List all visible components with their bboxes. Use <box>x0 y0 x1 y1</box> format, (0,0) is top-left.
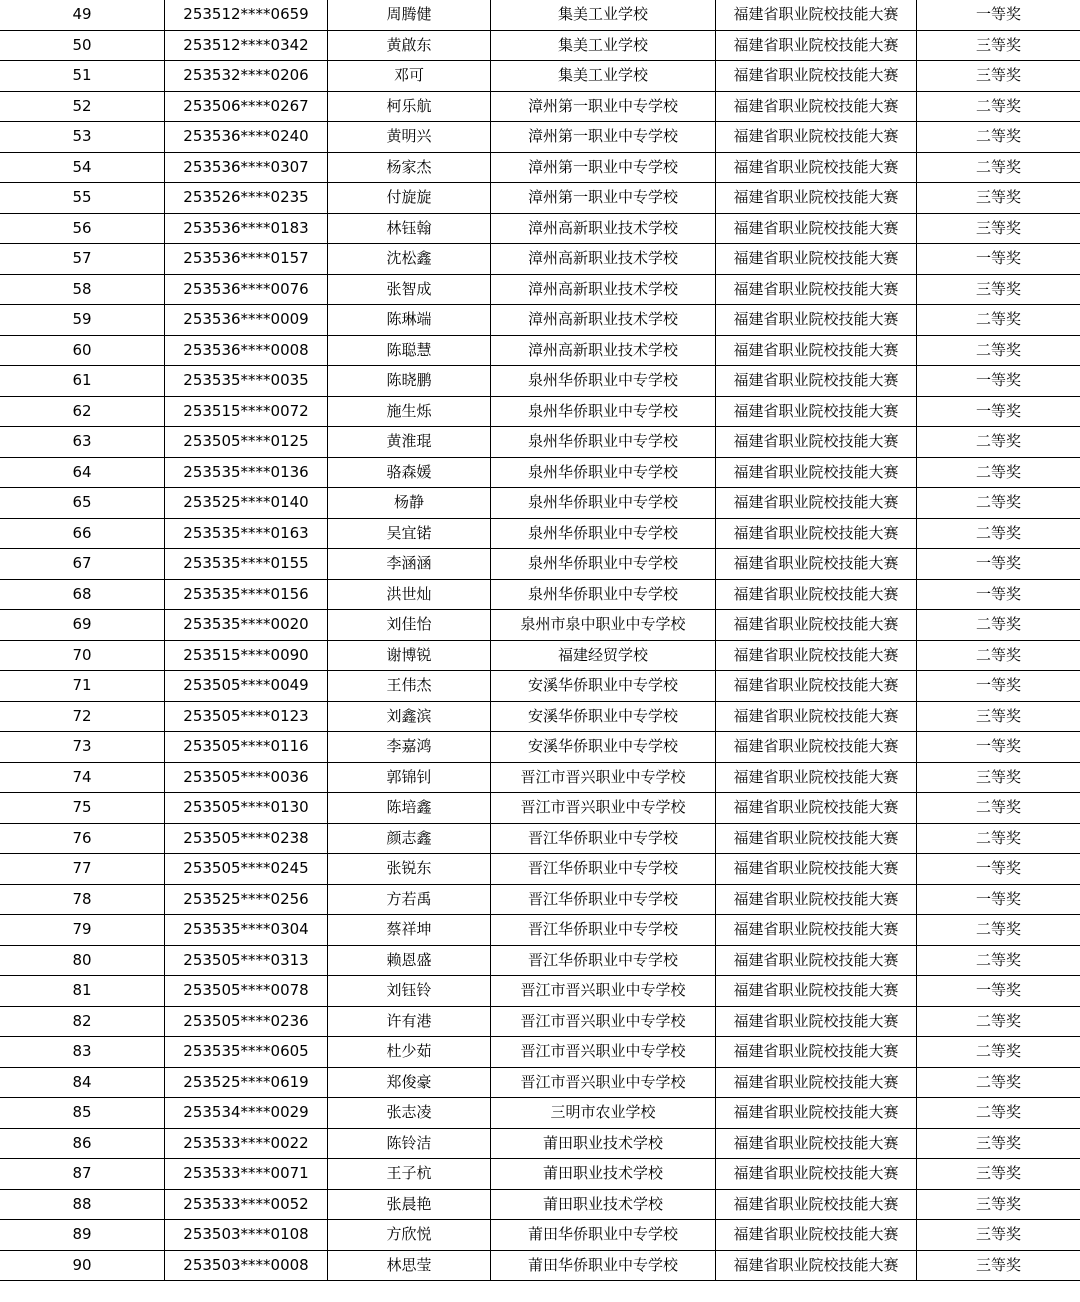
award-cell: 二等奖 <box>917 335 1080 366</box>
id-number-cell: 253506****0267 <box>165 91 328 122</box>
award-cell: 二等奖 <box>917 488 1080 519</box>
competition-cell: 福建省职业院校技能大赛 <box>716 579 917 610</box>
student-name-cell: 陈琳端 <box>328 305 491 336</box>
competition-cell: 福建省职业院校技能大赛 <box>716 915 917 946</box>
student-name-cell: 黄明兴 <box>328 122 491 153</box>
school-cell: 集美工业学校 <box>491 30 716 61</box>
id-number-cell: 253503****0108 <box>165 1220 328 1251</box>
student-name-cell: 方欣悦 <box>328 1220 491 1251</box>
row-number-cell: 50 <box>0 30 165 61</box>
student-name-cell: 杜少茹 <box>328 1037 491 1068</box>
competition-cell: 福建省职业院校技能大赛 <box>716 457 917 488</box>
award-cell: 一等奖 <box>917 244 1080 275</box>
school-cell: 晋江市晋兴职业中专学校 <box>491 1037 716 1068</box>
competition-cell: 福建省职业院校技能大赛 <box>716 152 917 183</box>
award-cell: 一等奖 <box>917 0 1080 30</box>
table-row <box>0 701 1080 732</box>
row-number-cell: 58 <box>0 274 165 305</box>
school-cell: 福建经贸学校 <box>491 640 716 671</box>
row-number-cell: 63 <box>0 427 165 458</box>
competition-cell: 福建省职业院校技能大赛 <box>716 549 917 580</box>
competition-cell: 福建省职业院校技能大赛 <box>716 305 917 336</box>
school-cell: 晋江市晋兴职业中专学校 <box>491 1006 716 1037</box>
school-cell: 安溪华侨职业中专学校 <box>491 701 716 732</box>
id-number-cell: 253535****0020 <box>165 610 328 641</box>
award-cell: 二等奖 <box>917 518 1080 549</box>
table-row <box>0 518 1080 549</box>
id-number-cell: 253505****0238 <box>165 823 328 854</box>
id-number-cell: 253515****0090 <box>165 640 328 671</box>
table-row <box>0 549 1080 580</box>
table-row <box>0 396 1080 427</box>
award-cell: 二等奖 <box>917 427 1080 458</box>
school-cell: 晋江华侨职业中专学校 <box>491 884 716 915</box>
student-name-cell: 杨静 <box>328 488 491 519</box>
row-number-cell: 57 <box>0 244 165 275</box>
school-cell: 漳州第一职业中专学校 <box>491 183 716 214</box>
competition-cell: 福建省职业院校技能大赛 <box>716 976 917 1007</box>
student-name-cell: 李嘉鸿 <box>328 732 491 763</box>
student-name-cell: 林思莹 <box>328 1250 491 1281</box>
id-number-cell: 253526****0235 <box>165 183 328 214</box>
school-cell: 安溪华侨职业中专学校 <box>491 671 716 702</box>
student-name-cell: 黄啟东 <box>328 30 491 61</box>
competition-cell: 福建省职业院校技能大赛 <box>716 701 917 732</box>
id-number-cell: 253512****0342 <box>165 30 328 61</box>
student-name-cell: 黄淮琨 <box>328 427 491 458</box>
award-cell: 一等奖 <box>917 732 1080 763</box>
school-cell: 漳州第一职业中专学校 <box>491 152 716 183</box>
award-cell: 一等奖 <box>917 579 1080 610</box>
competition-cell: 福建省职业院校技能大赛 <box>716 1220 917 1251</box>
row-number-cell: 67 <box>0 549 165 580</box>
competition-cell: 福建省职业院校技能大赛 <box>716 122 917 153</box>
competition-cell: 福建省职业院校技能大赛 <box>716 91 917 122</box>
id-number-cell: 253535****0304 <box>165 915 328 946</box>
school-cell: 泉州华侨职业中专学校 <box>491 366 716 397</box>
row-number-cell: 78 <box>0 884 165 915</box>
award-cell: 三等奖 <box>917 61 1080 92</box>
award-cell: 二等奖 <box>917 152 1080 183</box>
school-cell: 莆田职业技术学校 <box>491 1159 716 1190</box>
award-cell: 一等奖 <box>917 976 1080 1007</box>
award-cell: 三等奖 <box>917 1250 1080 1281</box>
award-cell: 二等奖 <box>917 823 1080 854</box>
row-number-cell: 89 <box>0 1220 165 1251</box>
school-cell: 漳州高新职业技术学校 <box>491 274 716 305</box>
student-name-cell: 陈聪慧 <box>328 335 491 366</box>
student-name-cell: 刘佳怡 <box>328 610 491 641</box>
award-cell: 一等奖 <box>917 671 1080 702</box>
competition-cell: 福建省职业院校技能大赛 <box>716 30 917 61</box>
school-cell: 漳州高新职业技术学校 <box>491 213 716 244</box>
school-cell: 晋江华侨职业中专学校 <box>491 915 716 946</box>
award-cell: 三等奖 <box>917 1189 1080 1220</box>
competition-cell: 福建省职业院校技能大赛 <box>716 1067 917 1098</box>
id-number-cell: 253536****0157 <box>165 244 328 275</box>
id-number-cell: 253536****0240 <box>165 122 328 153</box>
id-number-cell: 253535****0035 <box>165 366 328 397</box>
table-row <box>0 1067 1080 1098</box>
row-number-cell: 90 <box>0 1250 165 1281</box>
award-cell: 二等奖 <box>917 91 1080 122</box>
award-cell: 三等奖 <box>917 701 1080 732</box>
student-name-cell: 付旋旋 <box>328 183 491 214</box>
award-cell: 二等奖 <box>917 1037 1080 1068</box>
student-name-cell: 施生烁 <box>328 396 491 427</box>
award-cell: 三等奖 <box>917 1128 1080 1159</box>
row-number-cell: 59 <box>0 305 165 336</box>
row-number-cell: 81 <box>0 976 165 1007</box>
competition-cell: 福建省职业院校技能大赛 <box>716 671 917 702</box>
id-number-cell: 253505****0123 <box>165 701 328 732</box>
award-cell: 二等奖 <box>917 610 1080 641</box>
competition-cell: 福建省职业院校技能大赛 <box>716 1250 917 1281</box>
award-cell: 一等奖 <box>917 396 1080 427</box>
table-row <box>0 1189 1080 1220</box>
competition-cell: 福建省职业院校技能大赛 <box>716 396 917 427</box>
award-cell: 二等奖 <box>917 122 1080 153</box>
table-row <box>0 762 1080 793</box>
row-number-cell: 77 <box>0 854 165 885</box>
id-number-cell: 253535****0155 <box>165 549 328 580</box>
id-number-cell: 253536****0307 <box>165 152 328 183</box>
competition-cell: 福建省职业院校技能大赛 <box>716 1098 917 1129</box>
row-number-cell: 61 <box>0 366 165 397</box>
row-number-cell: 76 <box>0 823 165 854</box>
id-number-cell: 253535****0136 <box>165 457 328 488</box>
id-number-cell: 253536****0076 <box>165 274 328 305</box>
award-cell: 一等奖 <box>917 884 1080 915</box>
row-number-cell: 71 <box>0 671 165 702</box>
row-number-cell: 85 <box>0 1098 165 1129</box>
school-cell: 晋江市晋兴职业中专学校 <box>491 976 716 1007</box>
id-number-cell: 253505****0049 <box>165 671 328 702</box>
school-cell: 集美工业学校 <box>491 61 716 92</box>
competition-cell: 福建省职业院校技能大赛 <box>716 61 917 92</box>
competition-cell: 福建省职业院校技能大赛 <box>716 854 917 885</box>
table-row <box>0 305 1080 336</box>
school-cell: 晋江市晋兴职业中专学校 <box>491 793 716 824</box>
school-cell: 三明市农业学校 <box>491 1098 716 1129</box>
competition-cell: 福建省职业院校技能大赛 <box>716 945 917 976</box>
school-cell: 漳州第一职业中专学校 <box>491 91 716 122</box>
table-row <box>0 61 1080 92</box>
competition-cell: 福建省职业院校技能大赛 <box>716 1006 917 1037</box>
id-number-cell: 253505****0245 <box>165 854 328 885</box>
table-row <box>0 1098 1080 1129</box>
row-number-cell: 82 <box>0 1006 165 1037</box>
table-row <box>0 671 1080 702</box>
id-number-cell: 253533****0052 <box>165 1189 328 1220</box>
school-cell: 莆田职业技术学校 <box>491 1128 716 1159</box>
student-name-cell: 骆森媛 <box>328 457 491 488</box>
award-cell: 二等奖 <box>917 1098 1080 1129</box>
competition-cell: 福建省职业院校技能大赛 <box>716 518 917 549</box>
row-number-cell: 49 <box>0 0 165 30</box>
id-number-cell: 253505****0125 <box>165 427 328 458</box>
award-cell: 一等奖 <box>917 854 1080 885</box>
id-number-cell: 253525****0140 <box>165 488 328 519</box>
row-number-cell: 80 <box>0 945 165 976</box>
id-number-cell: 253515****0072 <box>165 396 328 427</box>
id-number-cell: 253525****0256 <box>165 884 328 915</box>
table-row <box>0 457 1080 488</box>
competition-cell: 福建省职业院校技能大赛 <box>716 183 917 214</box>
table-row <box>0 244 1080 275</box>
school-cell: 泉州华侨职业中专学校 <box>491 396 716 427</box>
award-cell: 三等奖 <box>917 274 1080 305</box>
student-name-cell: 张志凌 <box>328 1098 491 1129</box>
competition-cell: 福建省职业院校技能大赛 <box>716 762 917 793</box>
table-row <box>0 884 1080 915</box>
award-cell: 二等奖 <box>917 793 1080 824</box>
award-cell: 二等奖 <box>917 945 1080 976</box>
school-cell: 晋江华侨职业中专学校 <box>491 945 716 976</box>
table-row <box>0 183 1080 214</box>
student-name-cell: 吴宜锘 <box>328 518 491 549</box>
row-number-cell: 64 <box>0 457 165 488</box>
id-number-cell: 253535****0156 <box>165 579 328 610</box>
table-row <box>0 823 1080 854</box>
table-row <box>0 1037 1080 1068</box>
id-number-cell: 253536****0183 <box>165 213 328 244</box>
id-number-cell: 253536****0009 <box>165 305 328 336</box>
school-cell: 晋江市晋兴职业中专学校 <box>491 1067 716 1098</box>
table-row <box>0 732 1080 763</box>
student-name-cell: 方若禹 <box>328 884 491 915</box>
table-row <box>0 976 1080 1007</box>
table-row <box>0 1250 1080 1281</box>
student-name-cell: 陈铃洁 <box>328 1128 491 1159</box>
id-number-cell: 253505****0313 <box>165 945 328 976</box>
row-number-cell: 62 <box>0 396 165 427</box>
award-cell: 一等奖 <box>917 366 1080 397</box>
school-cell: 莆田华侨职业中专学校 <box>491 1250 716 1281</box>
row-number-cell: 88 <box>0 1189 165 1220</box>
student-name-cell: 蔡祥坤 <box>328 915 491 946</box>
award-cell: 三等奖 <box>917 213 1080 244</box>
award-cell: 二等奖 <box>917 640 1080 671</box>
school-cell: 集美工业学校 <box>491 0 716 30</box>
student-name-cell: 柯乐航 <box>328 91 491 122</box>
competition-cell: 福建省职业院校技能大赛 <box>716 640 917 671</box>
award-cell: 二等奖 <box>917 1006 1080 1037</box>
row-number-cell: 70 <box>0 640 165 671</box>
award-cell: 三等奖 <box>917 1159 1080 1190</box>
school-cell: 晋江华侨职业中专学校 <box>491 854 716 885</box>
row-number-cell: 73 <box>0 732 165 763</box>
row-number-cell: 83 <box>0 1037 165 1068</box>
table-row <box>0 152 1080 183</box>
id-number-cell: 253505****0036 <box>165 762 328 793</box>
school-cell: 泉州市泉中职业中专学校 <box>491 610 716 641</box>
school-cell: 泉州华侨职业中专学校 <box>491 457 716 488</box>
award-cell: 一等奖 <box>917 549 1080 580</box>
row-number-cell: 60 <box>0 335 165 366</box>
competition-cell: 福建省职业院校技能大赛 <box>716 1128 917 1159</box>
competition-cell: 福建省职业院校技能大赛 <box>716 1159 917 1190</box>
row-number-cell: 72 <box>0 701 165 732</box>
id-number-cell: 253525****0619 <box>165 1067 328 1098</box>
id-number-cell: 253512****0659 <box>165 0 328 30</box>
competition-cell: 福建省职业院校技能大赛 <box>716 335 917 366</box>
competition-cell: 福建省职业院校技能大赛 <box>716 793 917 824</box>
competition-cell: 福建省职业院校技能大赛 <box>716 244 917 275</box>
row-number-cell: 68 <box>0 579 165 610</box>
student-name-cell: 谢博锐 <box>328 640 491 671</box>
competition-cell: 福建省职业院校技能大赛 <box>716 366 917 397</box>
student-name-cell: 张智成 <box>328 274 491 305</box>
row-number-cell: 79 <box>0 915 165 946</box>
student-name-cell: 邓可 <box>328 61 491 92</box>
competition-cell: 福建省职业院校技能大赛 <box>716 610 917 641</box>
id-number-cell: 253535****0163 <box>165 518 328 549</box>
competition-cell: 福建省职业院校技能大赛 <box>716 732 917 763</box>
row-number-cell: 52 <box>0 91 165 122</box>
competition-cell: 福建省职业院校技能大赛 <box>716 823 917 854</box>
school-cell: 漳州高新职业技术学校 <box>491 244 716 275</box>
row-number-cell: 65 <box>0 488 165 519</box>
table-row <box>0 640 1080 671</box>
student-name-cell: 郑俊豪 <box>328 1067 491 1098</box>
award-cell: 三等奖 <box>917 1220 1080 1251</box>
student-name-cell: 颜志鑫 <box>328 823 491 854</box>
school-cell: 漳州高新职业技术学校 <box>491 305 716 336</box>
id-number-cell: 253503****0008 <box>165 1250 328 1281</box>
student-name-cell: 陈培鑫 <box>328 793 491 824</box>
competition-cell: 福建省职业院校技能大赛 <box>716 213 917 244</box>
school-cell: 莆田职业技术学校 <box>491 1189 716 1220</box>
student-name-cell: 王伟杰 <box>328 671 491 702</box>
row-number-cell: 75 <box>0 793 165 824</box>
id-number-cell: 253536****0008 <box>165 335 328 366</box>
table-row <box>0 915 1080 946</box>
row-number-cell: 84 <box>0 1067 165 1098</box>
id-number-cell: 253532****0206 <box>165 61 328 92</box>
row-number-cell: 55 <box>0 183 165 214</box>
id-number-cell: 253505****0236 <box>165 1006 328 1037</box>
student-name-cell: 林钰翰 <box>328 213 491 244</box>
award-cell: 二等奖 <box>917 457 1080 488</box>
student-name-cell: 赖恩盛 <box>328 945 491 976</box>
table-row <box>0 274 1080 305</box>
school-cell: 晋江市晋兴职业中专学校 <box>491 762 716 793</box>
school-cell: 安溪华侨职业中专学校 <box>491 732 716 763</box>
table-row <box>0 1006 1080 1037</box>
row-number-cell: 51 <box>0 61 165 92</box>
award-cell: 三等奖 <box>917 183 1080 214</box>
student-name-cell: 刘鑫滨 <box>328 701 491 732</box>
school-cell: 漳州高新职业技术学校 <box>491 335 716 366</box>
student-name-cell: 陈晓鹏 <box>328 366 491 397</box>
competition-cell: 福建省职业院校技能大赛 <box>716 427 917 458</box>
student-name-cell: 李涵涵 <box>328 549 491 580</box>
table-row <box>0 213 1080 244</box>
competition-cell: 福建省职业院校技能大赛 <box>716 884 917 915</box>
id-number-cell: 253533****0071 <box>165 1159 328 1190</box>
row-number-cell: 86 <box>0 1128 165 1159</box>
table-row <box>0 30 1080 61</box>
id-number-cell: 253533****0022 <box>165 1128 328 1159</box>
competition-cell: 福建省职业院校技能大赛 <box>716 1037 917 1068</box>
school-cell: 泉州华侨职业中专学校 <box>491 488 716 519</box>
row-number-cell: 87 <box>0 1159 165 1190</box>
table-row <box>0 1128 1080 1159</box>
id-number-cell: 253505****0116 <box>165 732 328 763</box>
school-cell: 泉州华侨职业中专学校 <box>491 427 716 458</box>
table-row <box>0 122 1080 153</box>
award-cell: 二等奖 <box>917 305 1080 336</box>
school-cell: 泉州华侨职业中专学校 <box>491 518 716 549</box>
student-name-cell: 张锐东 <box>328 854 491 885</box>
table-row <box>0 579 1080 610</box>
school-cell: 泉州华侨职业中专学校 <box>491 549 716 580</box>
student-name-cell: 许有港 <box>328 1006 491 1037</box>
school-cell: 泉州华侨职业中专学校 <box>491 579 716 610</box>
row-number-cell: 56 <box>0 213 165 244</box>
student-name-cell: 洪世灿 <box>328 579 491 610</box>
student-name-cell: 沈松鑫 <box>328 244 491 275</box>
table-row <box>0 91 1080 122</box>
table-row <box>0 1159 1080 1190</box>
award-cell: 二等奖 <box>917 915 1080 946</box>
row-number-cell: 74 <box>0 762 165 793</box>
competition-cell: 福建省职业院校技能大赛 <box>716 274 917 305</box>
student-name-cell: 周腾健 <box>328 0 491 30</box>
competition-cell: 福建省职业院校技能大赛 <box>716 0 917 30</box>
school-cell: 晋江华侨职业中专学校 <box>491 823 716 854</box>
row-number-cell: 66 <box>0 518 165 549</box>
student-name-cell: 刘钰铃 <box>328 976 491 1007</box>
row-number-cell: 54 <box>0 152 165 183</box>
table-row <box>0 335 1080 366</box>
table-row <box>0 945 1080 976</box>
id-number-cell: 253534****0029 <box>165 1098 328 1129</box>
student-name-cell: 杨家杰 <box>328 152 491 183</box>
award-cell: 二等奖 <box>917 1067 1080 1098</box>
student-name-cell: 郭锦钊 <box>328 762 491 793</box>
table-row <box>0 854 1080 885</box>
id-number-cell: 253505****0078 <box>165 976 328 1007</box>
student-name-cell: 张晨艳 <box>328 1189 491 1220</box>
school-cell: 漳州第一职业中专学校 <box>491 122 716 153</box>
id-number-cell: 253505****0130 <box>165 793 328 824</box>
table-row <box>0 793 1080 824</box>
competition-cell: 福建省职业院校技能大赛 <box>716 1189 917 1220</box>
table-row <box>0 610 1080 641</box>
id-number-cell: 253535****0605 <box>165 1037 328 1068</box>
table-row <box>0 1220 1080 1251</box>
row-number-cell: 69 <box>0 610 165 641</box>
award-cell: 三等奖 <box>917 30 1080 61</box>
table-row <box>0 427 1080 458</box>
row-number-cell: 53 <box>0 122 165 153</box>
competition-cell: 福建省职业院校技能大赛 <box>716 488 917 519</box>
table-row <box>0 0 1080 30</box>
school-cell: 莆田华侨职业中专学校 <box>491 1220 716 1251</box>
table-row <box>0 488 1080 519</box>
award-cell: 三等奖 <box>917 762 1080 793</box>
table-row <box>0 366 1080 397</box>
student-name-cell: 王子杭 <box>328 1159 491 1190</box>
